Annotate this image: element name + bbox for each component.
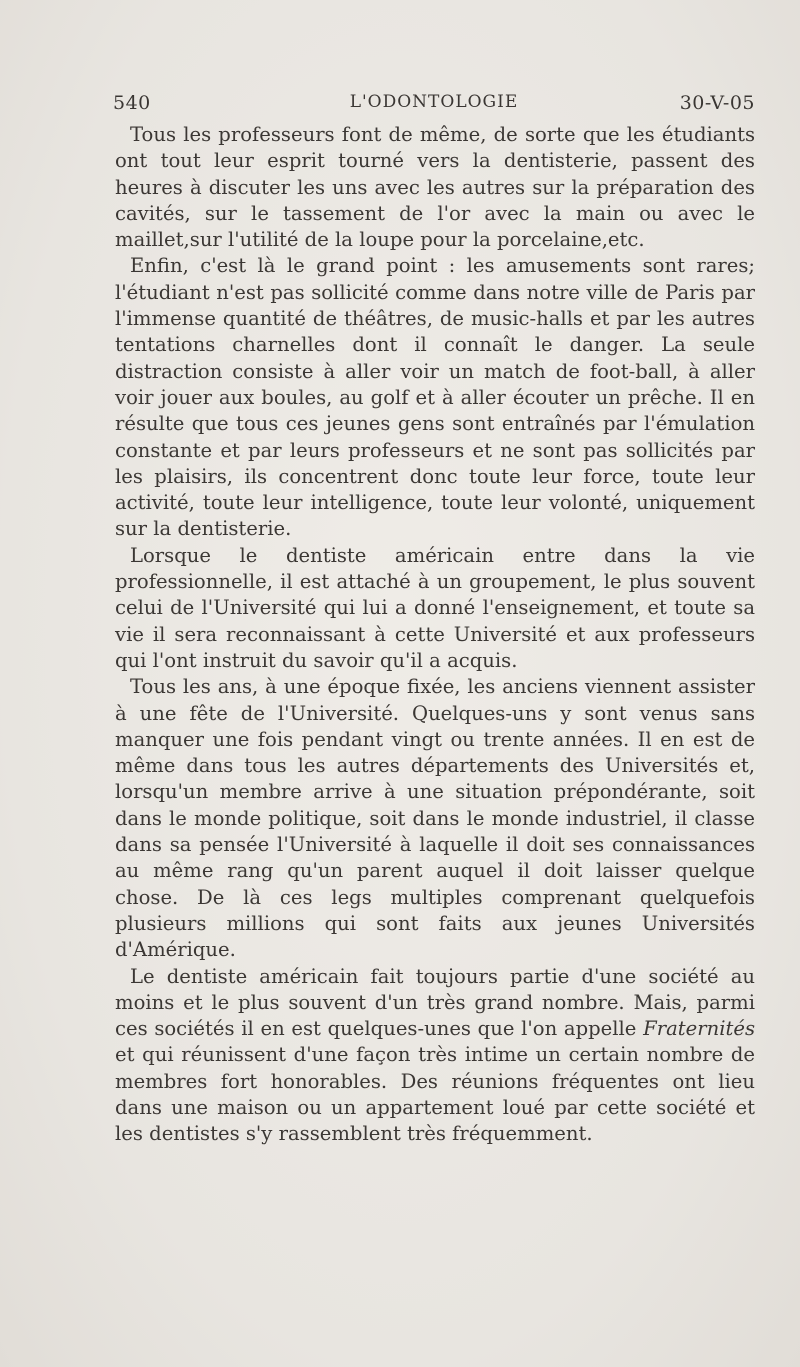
paragraph-text: Le dentiste américain fait toujours partie d'une société au moins et le plus souvent d'un très grand nombre. Mais, parmi ces sociétés il en est quelques-unes que l'on appelle: [115, 964, 755, 1041]
paragraph: Tous les ans, à une époque fixée, les anciens viennent assister à une fête de l'Université. Quelques-uns y sont venus sans manquer une fois pendant vingt ou trente années. Il en est de même dans tous les autres départements des Universités et, lorsqu'un membre arrive à une situation prépondérante, soit dans le monde politique, soit dans le monde industriel, il classe dans sa pensée l'Université à laquelle il doit ses connaissances au même rang qu'un parent auquel il doit laisser quelque chose. De là ces legs multiples comprenant quelquefois plusieurs millions qui sont faits aux jeunes Universités d'Amérique.: [115, 675, 755, 962]
body-text: [115, 122, 755, 1148]
paragraph: Enfin, c'est là le grand point : les amusements sont rares; l'étudiant n'est pas sollicité comme dans notre ville de Paris par l'immense quantité de théâtres, de music-halls et par les autres tentations charnelles dont il connaît le danger. La seule distraction consiste à aller voir un match de foot-ball, à aller voir jouer aux boules, au golf et à aller écouter un prêche. Il en résulte que tous ces jeunes gens sont entraînés par l'émulation constante et par leurs professeurs et ne sont pas sollicités par les plaisirs, ils concentrent donc toute leur force, toute leur activité, toute leur intelligence, toute leur volonté, uniquement sur la dentisterie.: [115, 254, 755, 541]
issue-date: 30-V-05: [679, 92, 755, 114]
paragraph: Tous les professeurs font de même, de sorte que les étudiants ont tout leur esprit tourné vers la dentisterie, passent des heures à discuter les uns avec les autres sur la préparation des cavités, sur le tassement de l'or avec la main ou avec le maillet,sur l'utilité de la loupe pour la porcelaine,etc.: [115, 123, 755, 252]
italic-term: Fraternités: [643, 1017, 755, 1041]
page-number: 540: [113, 92, 151, 114]
paragraph: [115, 964, 755, 1148]
paragraph-text: et qui réunissent d'une façon très intime un certain nombre de membres fort honorables. Des réunions fréquentes ont lieu dans une maison ou un appartement loué par cette société et les dentistes s'y rassemblent très fréquemment.: [115, 1043, 755, 1146]
running-head: [113, 92, 755, 122]
journal-title: L'ODONTOLOGIE: [349, 92, 519, 112]
paragraph: Lorsque le dentiste américain entre dans la vie professionnelle, il est attaché à un groupement, le plus souvent celui de l'Université qui lui a donné l'enseignement, et toute sa vie il sera reconnaissant à cette Université et aux professeurs qui l'ont instruit du savoir qu'il a acquis.: [115, 543, 755, 672]
